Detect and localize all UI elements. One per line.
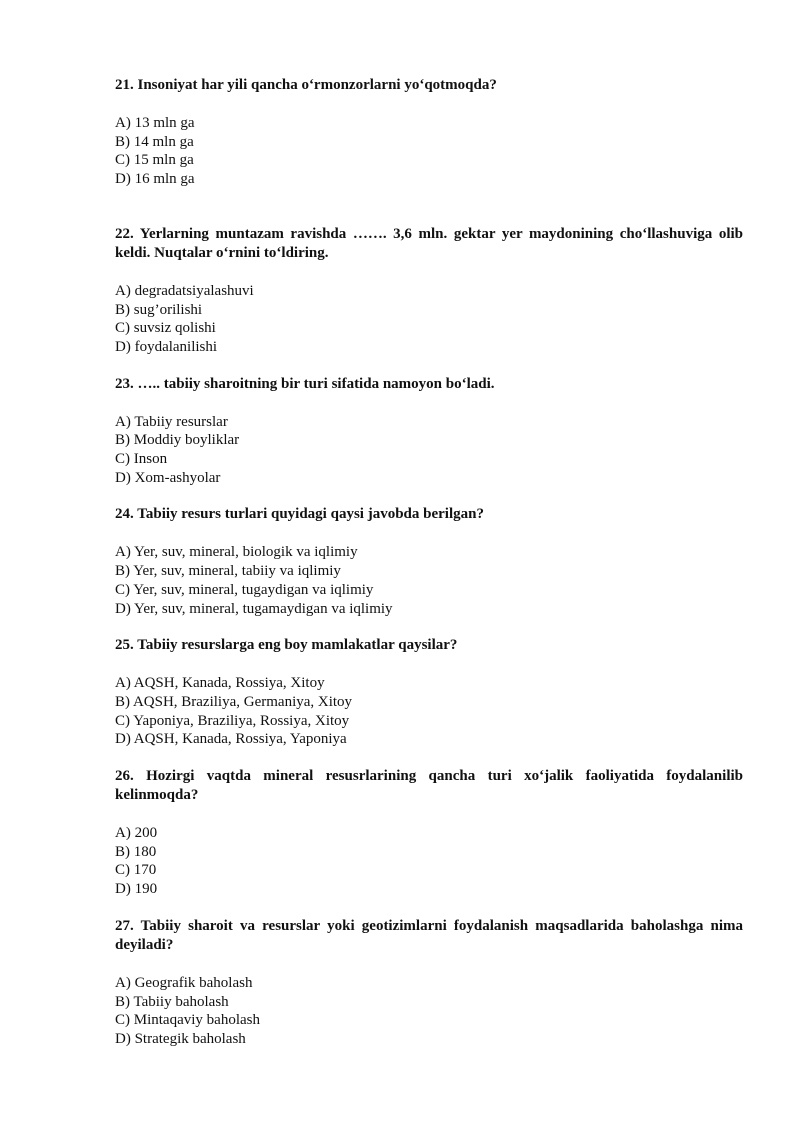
option-text: AQSH, Braziliya, Germaniya, Xitoy (132, 693, 353, 710)
answer-option-c (115, 861, 743, 880)
option-text: 200 (134, 825, 158, 842)
answer-options (115, 413, 743, 488)
answer-options (115, 974, 743, 1049)
answer-option-d (115, 338, 743, 357)
spacer (115, 749, 743, 767)
answer-option-b (115, 133, 743, 152)
option-text: Yer, suv, mineral, tugamaydigan va iqlimiy (134, 600, 393, 617)
question-27 (115, 917, 743, 1049)
option-letter: C) (115, 451, 130, 468)
option-letter: B) (115, 843, 130, 860)
option-text: 180 (133, 843, 157, 860)
spacer (115, 189, 743, 225)
answer-option-c (115, 581, 743, 600)
answer-option-b (115, 693, 743, 712)
option-text: Strategik baholash (134, 1030, 246, 1047)
question-21 (115, 76, 743, 189)
question-24 (115, 505, 743, 618)
option-letter: C) (115, 1012, 130, 1029)
answer-option-a (115, 282, 743, 301)
answer-option-c (115, 319, 743, 338)
spacer (115, 357, 743, 375)
answer-option-a (115, 974, 743, 993)
answer-option-b (115, 562, 743, 581)
option-text: Tabiiy baholash (133, 993, 229, 1010)
option-text: Mintaqaviy baholash (133, 1012, 260, 1029)
option-text: AQSH, Kanada, Rossiya, Yaponiya (133, 731, 347, 748)
answer-options (115, 674, 743, 749)
question-26 (115, 767, 743, 899)
option-letter: D) (115, 600, 131, 617)
option-text: Yer, suv, mineral, tugaydigan va iqlimiy (133, 581, 374, 598)
option-letter: A) (115, 675, 131, 692)
answer-option-a (115, 114, 743, 133)
answer-options (115, 114, 743, 189)
option-letter: A) (115, 825, 131, 842)
answer-option-a (115, 543, 743, 562)
option-letter: D) (115, 171, 131, 188)
option-letter: B) (115, 432, 130, 449)
option-letter: B) (115, 993, 130, 1010)
question-23 (115, 375, 743, 488)
question-text: 26. Hozirgi vaqtda mineral resusrlarining qancha turi xo‘jalik faoliyatida foydalanilib kelinmoqda? (115, 768, 743, 804)
option-text: Yaponiya, Braziliya, Rossiya, Xitoy (133, 712, 350, 729)
option-letter: C) (115, 712, 130, 729)
answer-options (115, 282, 743, 357)
question-text: 23. ….. tabiiy sharoitning bir turi sifatida namoyon bo‘ladi. (115, 375, 495, 392)
question-text: 25. Tabiiy resurslarga eng boy mamlakatlar qaysilar? (115, 637, 458, 654)
option-letter: C) (115, 862, 130, 879)
spacer (115, 899, 743, 917)
answer-options (115, 543, 743, 618)
quiz-page (115, 76, 743, 1049)
option-text: Yer, suv, mineral, biologik va iqlimiy (134, 544, 358, 561)
option-letter: A) (115, 282, 131, 299)
option-letter: B) (115, 563, 130, 580)
answer-option-b (115, 843, 743, 862)
question-text: 22. Yerlarning muntazam ravishda ……. 3,6 mln. gektar yer maydonining cho‘llashuviga olib keldi. Nuqtalar o‘rnini to‘ldiring. (115, 225, 743, 261)
option-text: AQSH, Kanada, Rossiya, Xitoy (133, 675, 325, 692)
option-letter: B) (115, 133, 130, 150)
question-22 (115, 225, 743, 357)
answer-option-b (115, 431, 743, 450)
question-25 (115, 636, 743, 749)
option-text: Tabiiy resurslar (134, 413, 228, 430)
answer-option-b (115, 301, 743, 320)
option-text: Xom-ashyolar (134, 469, 221, 486)
option-text: Yer, suv, mineral, tabiiy va iqlimiy (133, 563, 341, 580)
spacer (115, 487, 743, 505)
option-letter: C) (115, 581, 130, 598)
option-text: Moddiy boyliklar (133, 432, 240, 449)
option-letter: A) (115, 544, 131, 561)
option-text: degradatsiyalashuvi (134, 282, 254, 299)
option-text: 13 mln ga (134, 115, 195, 131)
question-text: 27. Tabiiy sharoit va resurslar yoki geotizimlarni foydalanish maqsadlarida baholashga nima deyiladi? (115, 917, 743, 953)
option-letter: C) (115, 152, 130, 169)
answer-option-d (115, 600, 743, 619)
option-letter: B) (115, 301, 130, 318)
option-letter: D) (115, 338, 131, 355)
answer-option-c (115, 712, 743, 731)
question-text: 21. Insoniyat har yili qancha o‘rmonzorlarni yo‘qotmoqda? (115, 77, 497, 93)
option-text: foydalanilishi (134, 338, 218, 355)
answer-option-a (115, 824, 743, 843)
option-letter: A) (115, 413, 131, 430)
option-text: 170 (133, 862, 157, 879)
answer-option-b (115, 993, 743, 1012)
option-text: 190 (134, 881, 158, 898)
answer-option-c (115, 1011, 743, 1030)
option-letter: D) (115, 469, 131, 486)
option-letter: D) (115, 881, 131, 898)
option-text: Inson (133, 451, 168, 468)
answer-option-d (115, 170, 743, 189)
option-text: Geografik baholash (134, 974, 253, 991)
answer-option-d (115, 1030, 743, 1049)
answer-option-c (115, 151, 743, 170)
answer-option-a (115, 674, 743, 693)
answer-option-d (115, 730, 743, 749)
spacer (115, 618, 743, 636)
option-letter: A) (115, 974, 131, 991)
option-letter: B) (115, 693, 130, 710)
option-letter: D) (115, 731, 131, 748)
answer-options (115, 824, 743, 899)
option-text: sug’orilishi (133, 301, 203, 318)
answer-option-d (115, 880, 743, 899)
option-letter: C) (115, 320, 130, 337)
option-letter: D) (115, 1030, 131, 1047)
answer-option-a (115, 413, 743, 432)
option-letter: A) (115, 115, 131, 131)
answer-option-d (115, 469, 743, 488)
option-text: 14 mln ga (133, 133, 194, 150)
option-text: 16 mln ga (134, 171, 195, 188)
option-text: suvsiz qolishi (133, 320, 216, 337)
answer-option-c (115, 450, 743, 469)
option-text: 15 mln ga (133, 152, 194, 169)
question-text: 24. Tabiiy resurs turlari quyidagi qaysi javobda berilgan? (115, 506, 484, 523)
